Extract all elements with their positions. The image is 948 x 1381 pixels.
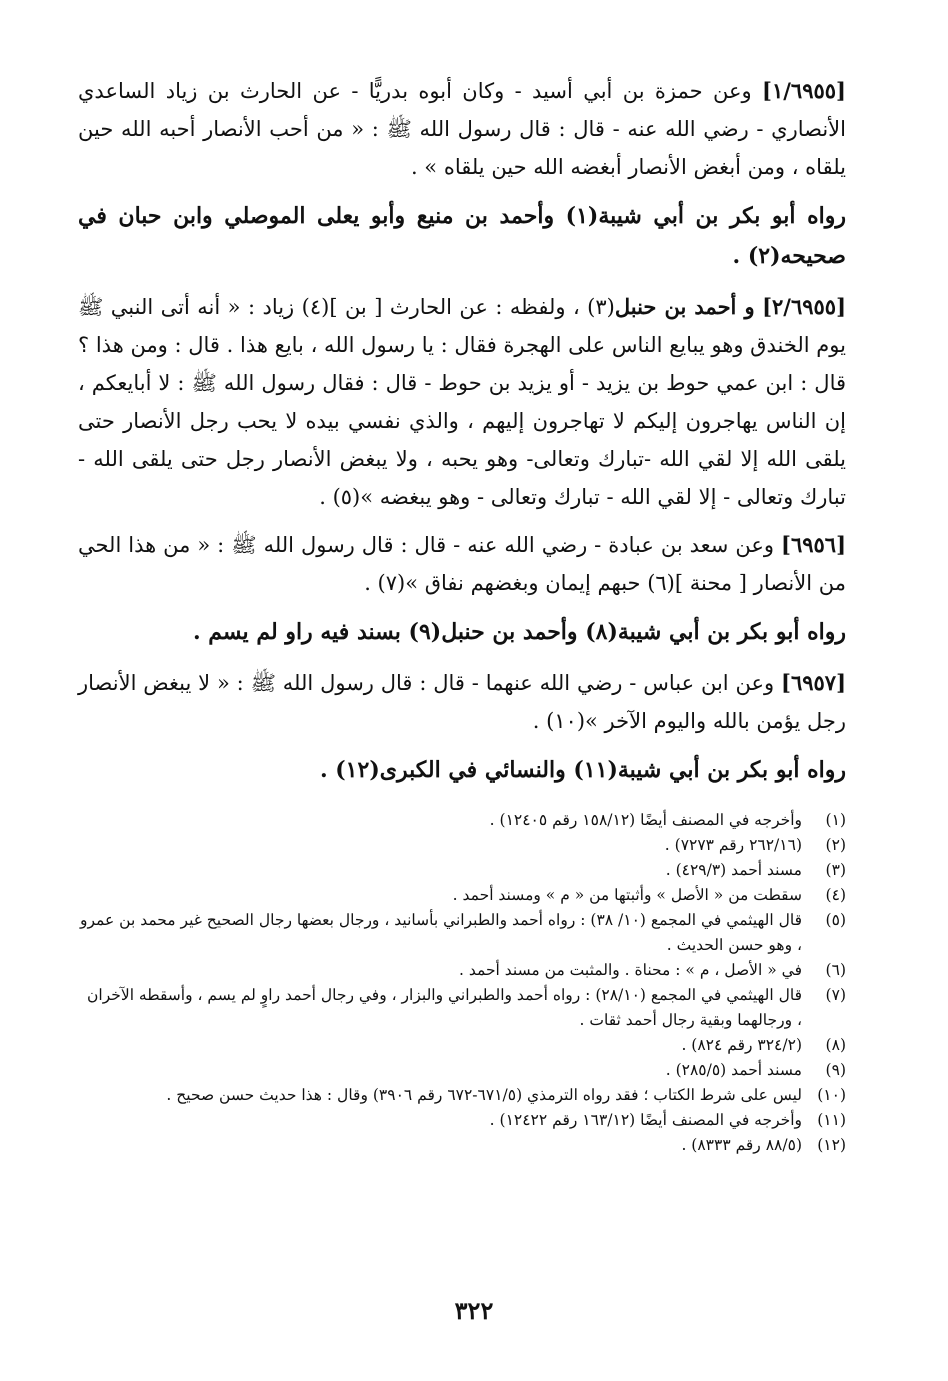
footnote-number: (٥) [825,911,846,929]
hadith-text: وعن حمزة بن أبي أسيد - وكان أبوه بدريًّا - عن الحارث بن زياد الساعدي الأنصاري - رضي الله عنه - قال : قال رسول الله ﷺ : « من أحب الأنصار أحبه الله حين يلقاه ، ومن أبغض الأنصار أبغضه الله حين يلقاه » . [78,79,846,179]
footnote-item [78,1058,846,1083]
footnote-item [78,808,846,833]
footnote-item [78,908,846,958]
footnote-text: مسند أحمد (٢٨٥/٥) . [665,1061,802,1079]
footnote-item [78,983,846,1033]
footnote-number: (٢) [825,836,846,854]
page-body [78,72,846,1158]
hadith-text: (٣) ، ولفظه : عن الحارث [ بن ](٤) زياد : « أنه أتى النبي ﷺ يوم الخندق وهو يبايع الناس على الهجرة فقال : يا رسول الله ، بايع هذا . قال : ومن هذا ؟ قال : ابن عمي حوط بن يزيد - أو يزيد بن حوط - قال : فقال رسول الله ﷺ : لا أبايعكم ، إن الناس يهاجرون إليكم لا تهاجرون إليهم ، والذي نفسي بيده لا يحب رجل الأنصار حتى يلقى الله إلا لقي الله -تبارك وتعالى- وهو يحبه ، ولا يبغض الأنصار رجل حتى يلقى الله - تبارك وتعالى - إلا لقي الله - تبارك وتعالى - وهو يبغضه »(٥) . [78,295,847,509]
hadith-number: [١/٦٩٥٥] [762,78,846,103]
footnote-item [78,883,846,908]
footnote-text: سقطت من « الأصل » وأثبتها من « م » ومسند أحمد . [452,886,802,904]
footnotes [78,808,846,1158]
footnote-text: (٢٦٢/١٦ رقم ٧٢٧٣) . [664,836,802,854]
hadith-number: [٦٩٥٦] [781,532,846,557]
footnote-item [78,1108,846,1133]
footnote-number: (١٠) [817,1086,846,1104]
hadith-text: وعن ابن عباس - رضي الله عنهما - قال : قال رسول الله ﷺ : « لا يبغض الأنصار رجل يؤمن بالله واليوم الآخر »(١٠) . [78,671,846,733]
hadith-number: [٦٩٥٧] [781,670,846,695]
footnote-text: مسند أحمد (٤٢٩/٣) . [665,861,802,879]
footnote-number: (٩) [825,1061,846,1079]
footnote-number: (١) [825,811,846,829]
source-line: رواه أبو بكر بن أبي شيبة(١) وأحمد بن منيع وأبو يعلى الموصلي وابن حبان في صحيحه(٢) . [78,203,846,269]
footnote-number: (١٢) [817,1136,846,1154]
hadith-lead: و أحمد بن حنبل [614,294,755,319]
source-line: رواه أبو بكر بن أبي شيبة(١١) والنسائي في الكبرى(١٢) . [319,757,846,783]
footnote-text: في « الأصل ، م » : محناة . والمثبت من مسند أحمد . [459,961,802,979]
footnote-text: وأخرجه في المصنف أيضًا (١٥٨/١٢ رقم ١٢٤٠٥) . [489,811,802,829]
page-number: ٣٢٢ [454,1296,494,1325]
footnote-text: (٨٨/٥ رقم ٨٣٣٣) . [681,1136,802,1154]
footnote-item [78,1033,846,1058]
footnote-item [78,833,846,858]
footnote-text: (٣٢٤/٢ رقم ٨٢٤) . [681,1036,802,1054]
footnote-number: (٦) [825,961,846,979]
footnote-item [78,958,846,983]
footnote-item [78,858,846,883]
source-line: رواه أبو بكر بن أبي شيبة(٨) وأحمد بن حنبل(٩) بسند فيه راو لم يسم . [192,619,846,645]
footnote-number: (١١) [817,1111,846,1129]
footnote-number: (٨) [825,1036,846,1054]
hadith-paragraph [78,664,846,740]
footnote-item [78,1083,846,1108]
footnote-number: (٣) [825,861,846,879]
hadith-number: [٢/٦٩٥٥] [762,294,847,319]
hadith-paragraph [78,526,846,602]
footnote-text: ليس على شرط الكتاب ؛ فقد رواه الترمذي (٦٧١/٥-٦٧٢ رقم ٣٩٠٦) وقال : هذا حديث حسن صحيح . [166,1086,802,1104]
footnote-number: (٤) [825,886,846,904]
footnote-text: وأخرجه في المصنف أيضًا (١٦٣/١٢ رقم ١٢٤٢٢) . [489,1111,802,1129]
footnote-item [78,1133,846,1158]
footnote-text: قال الهيثمي في المجمع (١٠/ ٣٨) : رواه أحمد والطبراني بأسانيد ، ورجال بعضها رجال الصحيح غير محمد بن عمرو ، وهو حسن الحديث . [79,911,802,954]
hadith-paragraph [78,72,846,186]
hadith-paragraph [78,288,846,516]
footnote-text: قال الهيثمي في المجمع (٢٨/١٠) : رواه أحمد والطبراني والبزار ، وفي رجال أحمد راوٍ لم يسم ، وأسقطه الآخران ، ورجالهما وبقية رجال أحمد ثقات . [87,986,802,1029]
hadith-text: وعن سعد بن عبادة - رضي الله عنه - قال : قال رسول الله ﷺ : « من هذا الحي من الأنصار [ محنة ](٦) حبهم إيمان وبغضهم نفاق »(٧) . [78,533,846,595]
footnote-number: (٧) [825,986,846,1004]
